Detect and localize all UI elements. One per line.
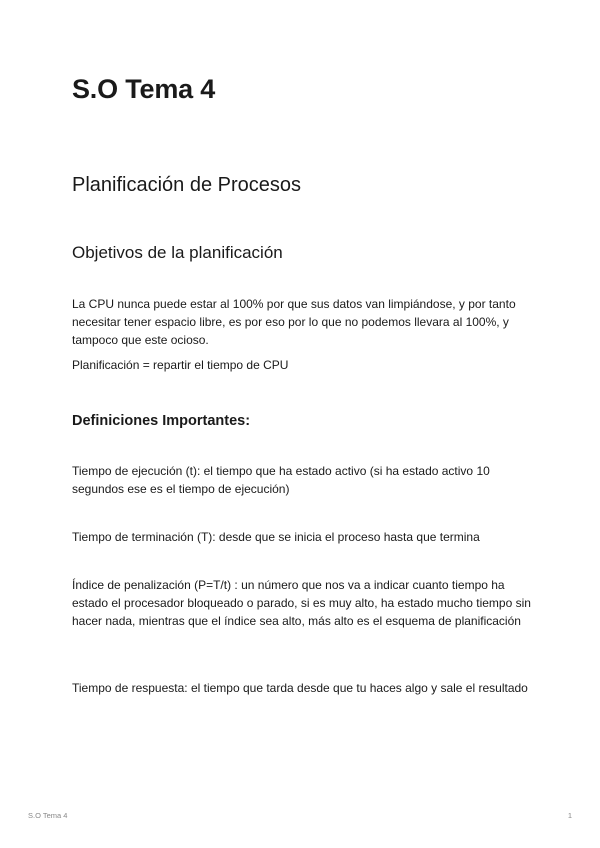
footer-page-number: 1 <box>567 811 572 820</box>
definition-tiempo-respuesta: Tiempo de respuesta: el tiempo que tarda desde que tu haces algo y sale el resultado <box>72 681 528 695</box>
footer-document-name: S.O Tema 4 <box>28 811 68 820</box>
definition-indice-penalizacion: Índice de penalización (P=T/t) : un número que nos va a indicar cuanto tiempo ha estado el procesador bloqueado o parado, si es muy alto, ha estado mucho tiempo sin hacer nada, mientras que el índice sea alto, más alto es el esquema de planificación <box>72 578 531 628</box>
document-title: S.O Tema 4 <box>72 74 216 104</box>
paragraph-cpu: La CPU nunca puede estar al 100% por que sus datos van limpiándose, y por tanto necesitar tener espacio libre, es por eso por lo que no podemos llevara al 100%, y tampoco que este ocioso. <box>72 297 516 347</box>
subsection-heading: Objetivos de la planificación <box>72 243 283 262</box>
definition-tiempo-terminacion: Tiempo de terminación (T): desde que se inicia el proceso hasta que termina <box>72 530 480 544</box>
definition-tiempo-ejecucion: Tiempo de ejecución (t): el tiempo que ha estado activo (si ha estado activo 10 segundos ese es el tiempo de ejecución) <box>72 464 490 496</box>
definitions-heading: Definiciones Importantes: <box>72 413 251 429</box>
paragraph-planificacion: Planificación = repartir el tiempo de CPU <box>72 358 289 372</box>
section-heading: Planificación de Procesos <box>72 174 302 196</box>
